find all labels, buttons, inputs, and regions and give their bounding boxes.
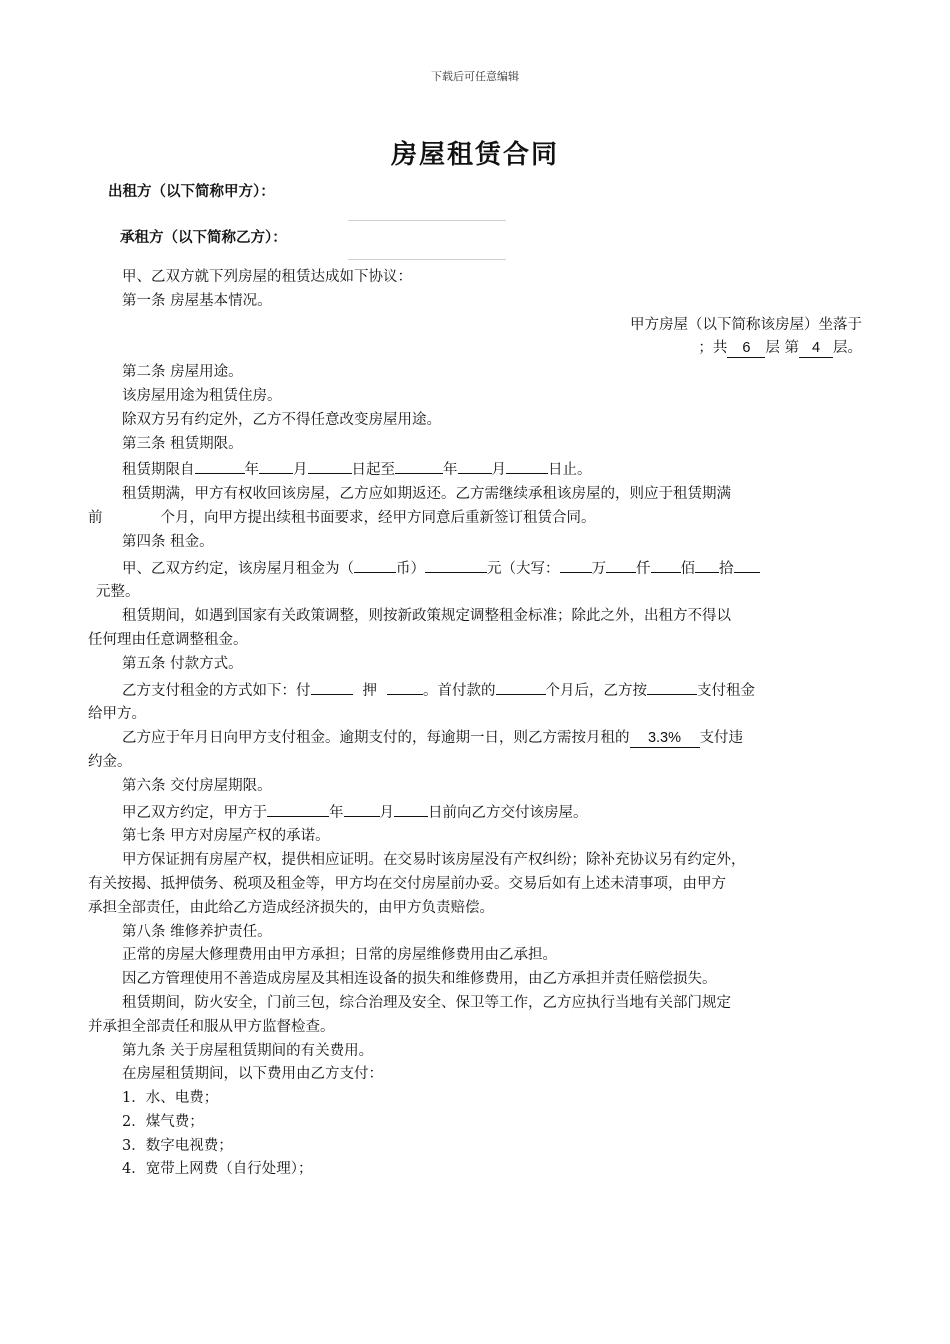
currency-label: 币） <box>396 560 425 577</box>
pay-rent-label: 支付租金 <box>697 682 755 699</box>
penalty-rate-field[interactable]: 3.3% <box>630 730 700 748</box>
article-8-line-4: 并承担全部责任和服从甲方监督检查。 <box>88 1018 335 1035</box>
lease-from-label: 租赁期限自 <box>122 462 195 479</box>
article-1-floors <box>88 337 862 361</box>
qian-label: 仟 <box>636 560 651 577</box>
article-5-line-1 <box>88 677 862 704</box>
bai-field[interactable] <box>651 555 681 573</box>
article-2-line-2: 除双方另有约定外，乙方不得任意改变房屋用途。 <box>122 411 441 428</box>
first-payment-months-field[interactable] <box>496 677 546 695</box>
article-4-line-1 <box>88 555 862 582</box>
fee-item-2: 2．煤气费； <box>122 1113 204 1130</box>
article-5-line-3 <box>88 727 862 751</box>
qian-field[interactable] <box>606 555 636 573</box>
month-label: 月 <box>379 804 394 821</box>
end-day-field[interactable] <box>506 456 548 474</box>
article-3-line-3 <box>88 507 862 531</box>
floor-prefix: ；共 <box>698 340 728 357</box>
article-8-line-3: 租赁期间，防火安全，门前三包，综合治理及安全、保卫等工作，乙方应执行当地有关部门规定 <box>122 994 731 1011</box>
rent-amount-field[interactable] <box>425 555 487 573</box>
article-9-title: 第九条 关于房屋租赁期间的有关费用。 <box>122 1042 374 1059</box>
year-label: 年 <box>443 462 458 479</box>
handover-label: 甲乙双方约定，甲方于 <box>122 804 267 821</box>
handover-suffix: 日前向乙方交付该房屋。 <box>428 804 588 821</box>
late-payment-text: 乙方应于年月日向甲方支付租金。逾期支付的，每逾期一日，则乙方需按月租的 <box>122 730 630 747</box>
article-8-title: 第八条 维修养护责任。 <box>122 923 272 940</box>
total-floors-field[interactable]: 6 <box>727 340 765 358</box>
contract-body <box>88 266 862 1182</box>
article-9-line-1: 在房屋租赁期间，以下费用由乙方支付： <box>122 1066 383 1083</box>
floor-middle: 层 第 <box>765 340 799 357</box>
article-3-line-2: 租赁期满，甲方有权收回该房屋，乙方应如期返还。乙方需继续承租该房屋的，则应于租赁期满 <box>122 486 731 503</box>
party-b-label: 承租方（以下简称乙方）： <box>120 230 287 246</box>
article-3-line-1 <box>88 456 862 483</box>
payment-cycle-field[interactable] <box>647 677 697 695</box>
floor-number-field[interactable]: 4 <box>799 340 833 358</box>
amount-words-label: 元（大写： <box>487 560 560 577</box>
article-5-line-4: 约金。 <box>88 753 132 770</box>
yuan-field[interactable] <box>734 555 760 573</box>
after-months-label: 个月后，乙方按 <box>545 682 647 699</box>
article-3-title: 第三条 租赁期限。 <box>122 435 243 452</box>
wan-label: 万 <box>591 560 606 577</box>
end-year-field[interactable] <box>395 456 443 474</box>
pay-label: 乙方支付租金的方式如下：付 <box>122 682 311 699</box>
month-label: 月 <box>491 462 506 479</box>
year-label: 年 <box>329 804 344 821</box>
article-4-title: 第四条 租金。 <box>122 533 214 550</box>
end-month-field[interactable] <box>458 456 492 474</box>
fee-item-3: 3．数字电视费； <box>122 1137 233 1154</box>
party-b-fill-line[interactable] <box>348 259 506 260</box>
renewal-text: 个月，向甲方提出续租书面要求，经甲方同意后重新签订租赁合同。 <box>160 509 596 526</box>
article-4-line-2: 元整。 <box>96 584 140 601</box>
fee-item-1: 1．水、电费； <box>122 1090 219 1107</box>
party-a-fill-line[interactable] <box>348 220 506 221</box>
article-1-title: 第一条 房屋基本情况。 <box>122 292 272 309</box>
currency-field[interactable] <box>354 555 396 573</box>
article-7-line-1: 甲方保证拥有房屋产权，提供相应证明。在交易时该房屋没有产权纠纷；除补充协议另有约定外， <box>122 852 746 869</box>
article-2-line-1: 该房屋用途为租赁住房。 <box>122 387 282 404</box>
lease-to-label: 日起至 <box>351 462 395 479</box>
before-label: 前 <box>88 509 103 526</box>
deposit-months-field[interactable] <box>387 677 423 695</box>
article-7-line-2: 有关按揭、抵押债务、税项及租金等，甲方均在交付房屋前办妥。交易后如有上述未清事项，由甲方 <box>88 875 726 892</box>
article-2-title: 第二条 房屋用途。 <box>122 364 243 381</box>
article-8-line-1: 正常的房屋大修理费用由甲方承担；日常的房屋维修费用由乙承担。 <box>122 947 557 964</box>
penalty-label: 支付违 <box>699 730 743 747</box>
start-year-field[interactable] <box>195 456 245 474</box>
shi-field[interactable] <box>695 555 719 573</box>
party-a-label: 出租方（以下简称甲方）： <box>108 184 275 200</box>
start-month-field[interactable] <box>259 456 293 474</box>
article-4-line-3: 租赁期间，如遇到国家有关政策调整，则按新政策规定调整租金标准；除此之外，出租方不得以 <box>122 608 731 625</box>
handover-day-field[interactable] <box>394 799 428 817</box>
article-8-line-2: 因乙方管理使用不善造成房屋及其相连设备的损失和维修费用，由乙方承担并责任赔偿损失。 <box>122 971 717 988</box>
shi-label: 拾 <box>719 560 734 577</box>
bai-label: 佰 <box>680 560 695 577</box>
article-5-line-2: 给甲方。 <box>88 706 146 723</box>
deposit-label: 押 <box>362 682 377 699</box>
article-7-title: 第七条 甲方对房屋产权的承诺。 <box>122 828 330 845</box>
day-end-label: 日止。 <box>548 462 592 479</box>
handover-month-field[interactable] <box>344 799 380 817</box>
first-payment-label: 。首付款的 <box>423 682 496 699</box>
article-1-location: 甲方房屋（以下简称该房屋）坐落于 <box>630 316 862 333</box>
handover-year-field[interactable] <box>267 799 329 817</box>
rent-label: 甲、乙双方约定，该房屋月租金为（ <box>122 560 354 577</box>
wan-field[interactable] <box>560 555 592 573</box>
start-day-field[interactable] <box>308 456 352 474</box>
floor-suffix: 层。 <box>833 340 862 357</box>
article-6-title: 第六条 交付房屋期限。 <box>122 777 272 794</box>
year-label: 年 <box>244 462 259 479</box>
pay-months-field[interactable] <box>311 677 353 695</box>
intro-text: 甲、乙双方就下列房屋的租赁达成如下协议： <box>122 269 412 285</box>
month-label: 月 <box>293 462 308 479</box>
document-title: 房屋租赁合同 <box>390 140 559 170</box>
header-note: 下载后可任意编辑 <box>431 70 519 83</box>
fee-item-4: 4．宽带上网费（自行处理）； <box>122 1161 313 1178</box>
article-5-title: 第五条 付款方式。 <box>122 655 243 672</box>
article-6-line-1 <box>88 799 862 826</box>
article-7-line-3: 承担全部责任，由此给乙方造成经济损失的，由甲方负责赔偿。 <box>88 899 494 916</box>
article-4-line-4: 任何理由任意调整租金。 <box>88 631 248 648</box>
